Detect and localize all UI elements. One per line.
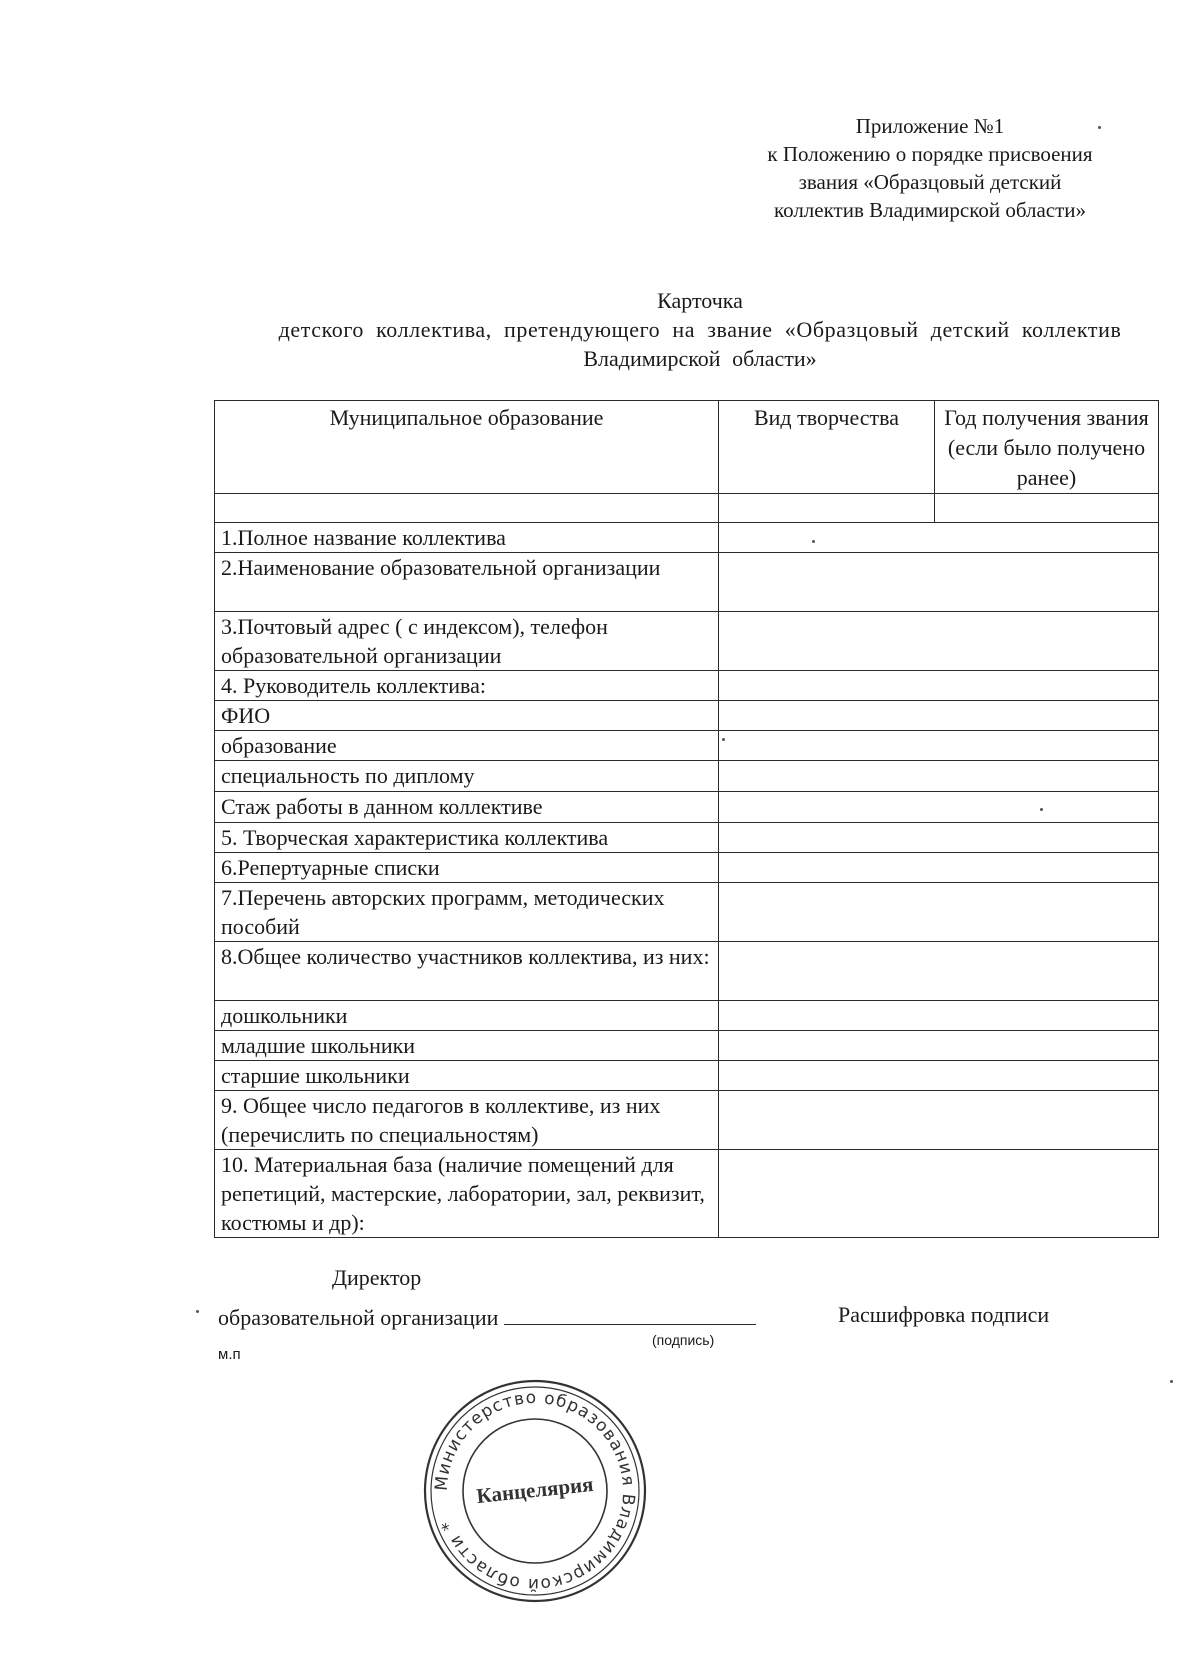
card-title: Карточка	[657, 288, 743, 313]
stamp-center-text: Канцелярия	[475, 1471, 595, 1509]
row-label: 6.Репертуарные списки	[215, 853, 719, 883]
appendix-line: коллектив Владимирской области»	[773, 198, 1087, 222]
signature-field[interactable]	[504, 1302, 756, 1325]
table-row	[215, 1031, 1159, 1061]
header-art-type: Вид творчества	[719, 401, 935, 494]
row-value-cell[interactable]	[719, 523, 1159, 553]
scan-speck	[1040, 808, 1043, 811]
table-blank-row	[215, 494, 1159, 523]
appendix-header	[700, 112, 1160, 224]
table-row	[215, 731, 1159, 761]
collective-card-table	[214, 400, 1159, 1238]
table-row	[215, 553, 1159, 612]
table-row	[215, 792, 1159, 823]
table-header-row	[215, 401, 1159, 494]
director-label: Директор	[332, 1265, 422, 1290]
row-label: младшие школьники	[215, 1031, 719, 1061]
row-label: образование	[215, 731, 719, 761]
row-label: 4. Руководитель коллектива:	[215, 671, 719, 701]
row-value-cell[interactable]	[719, 1031, 1159, 1061]
appendix-line: звания «Образцовый детский	[798, 170, 1062, 194]
row-label: 3.Почтовый адрес ( с индексом), телефон образовательной организации	[215, 612, 719, 671]
appendix-title: Приложение №1	[855, 114, 1005, 138]
seal-place-label: м.п	[218, 1346, 241, 1363]
row-value-cell[interactable]	[719, 823, 1159, 853]
header-year: Год получения звания (если было получено ранее)	[935, 401, 1159, 494]
row-value-cell[interactable]	[719, 1001, 1159, 1031]
row-value-cell[interactable]	[719, 1091, 1159, 1150]
table-row	[215, 761, 1159, 792]
table-row	[215, 853, 1159, 883]
signature-caption: (подпись)	[652, 1332, 715, 1348]
card-subtitle: детского коллектива, претендующего на звание «Образцовый детский коллектив	[278, 317, 1122, 342]
row-value-cell[interactable]	[719, 701, 1159, 731]
row-value-cell[interactable]	[719, 1150, 1159, 1238]
row-label: специальность по диплому	[215, 761, 719, 792]
year-cell[interactable]	[935, 494, 1159, 523]
row-label: 2.Наименование образовательной организации	[215, 553, 719, 612]
table-row	[215, 701, 1159, 731]
header-municipality: Муниципальное образование	[215, 401, 719, 494]
card-subtitle: Владимирской области»	[583, 346, 817, 371]
row-label: 5. Творческая характеристика коллектива	[215, 823, 719, 853]
row-value-cell[interactable]	[719, 1061, 1159, 1091]
row-label: дошкольники	[215, 1001, 719, 1031]
table-row	[215, 671, 1159, 701]
row-label: 1.Полное название коллектива	[215, 523, 719, 553]
table-row	[215, 1150, 1159, 1238]
scan-speck	[722, 738, 725, 741]
municipality-cell[interactable]	[215, 494, 719, 523]
appendix-line: к Положению о порядке присвоения	[767, 142, 1093, 166]
table-row	[215, 612, 1159, 671]
row-value-cell[interactable]	[719, 792, 1159, 823]
org-label: образовательной организации	[218, 1305, 499, 1330]
table-row	[215, 1091, 1159, 1150]
row-label: 9. Общее число педагогов в коллективе, из них (перечислить по специальностям)	[215, 1091, 719, 1150]
table-row	[215, 523, 1159, 553]
row-label: старшие школьники	[215, 1061, 719, 1091]
row-value-cell[interactable]	[719, 761, 1159, 792]
table-row	[215, 823, 1159, 853]
table-row	[215, 1061, 1159, 1091]
row-label: 10. Материальная база (наличие помещений для репетиций, мастерские, лаборатории, зал, реквизит, костюмы и др):	[215, 1150, 719, 1238]
row-label: 7.Перечень авторских программ, методических пособий	[215, 883, 719, 942]
row-value-cell[interactable]	[719, 671, 1159, 701]
signature-line	[218, 1302, 756, 1331]
row-value-cell[interactable]	[719, 553, 1159, 612]
row-label: 8.Общее количество участников коллектива, из них:	[215, 942, 719, 1001]
scan-speck	[812, 540, 815, 543]
stamp-ring-text: Министерство образования Владимирской области *	[431, 1387, 639, 1595]
scan-speck	[1098, 126, 1101, 129]
row-label: Стаж работы в данном коллективе	[215, 792, 719, 823]
scan-speck	[196, 1310, 199, 1313]
official-stamp	[420, 1376, 650, 1606]
row-value-cell[interactable]	[719, 731, 1159, 761]
table-row	[215, 1001, 1159, 1031]
table-row	[215, 883, 1159, 942]
scan-speck	[1170, 1380, 1173, 1383]
art-type-cell[interactable]	[719, 494, 935, 523]
row-value-cell[interactable]	[719, 612, 1159, 671]
row-value-cell[interactable]	[719, 883, 1159, 942]
row-value-cell[interactable]	[719, 853, 1159, 883]
card-heading	[240, 286, 1160, 373]
row-value-cell[interactable]	[719, 942, 1159, 1001]
table-row	[215, 942, 1159, 1001]
row-label: ФИО	[215, 701, 719, 731]
signature-decode-label: Расшифровка подписи	[838, 1302, 1050, 1327]
